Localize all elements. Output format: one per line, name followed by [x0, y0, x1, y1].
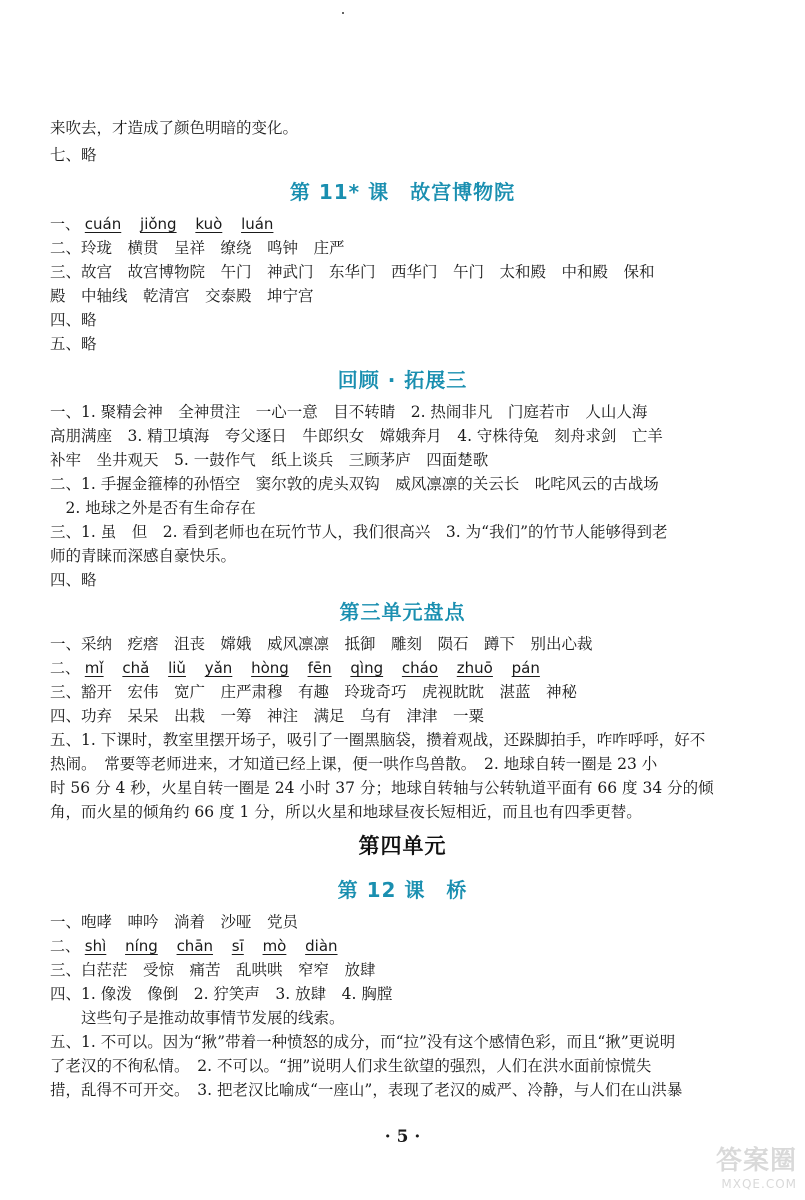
item-label: 一、 [50, 215, 81, 233]
text-line: 时 56 分 4 秒，火星自转一圈是 24 小时 37 分；地球自转轴与公转轨道平面有 66 度 34 分的倾 [50, 779, 714, 797]
text-line: 四、功弃 呆呆 出栽 一筹 神注 满足 乌有 津津 一粟 [50, 707, 485, 725]
text-line: 一、1. 聚精会神 全神贯注 一心一意 目不转睛 2. 热闹非凡 门庭若市 人山人海 [50, 403, 648, 421]
text-line: 补牢 坐井观天 5. 一鼓作气 纸上谈兵 三顾茅庐 四面楚歌 [50, 451, 489, 469]
text-line: 三、故宫 故宫博物院 午门 神武门 东华门 西华门 午门 太和殿 中和殿 保和 [50, 263, 655, 281]
pinyin-answer: zhuō [456, 659, 493, 677]
pinyin-line [50, 212, 765, 236]
text-line: 了老汉的不徇私情。 2. 不可以。“拥”说明人们求生欲望的强烈，人们在洪水面前惊慌失 [50, 1057, 652, 1075]
pinyin-answer: luán [241, 215, 274, 233]
pinyin-answer: mǐ [84, 659, 104, 677]
watermark-text: 答案圈 [715, 1146, 797, 1176]
text-line: 角，而火星的倾角约 66 度 1 分，所以火星和地球昼夜长短相近，而且也有四季更替。 [50, 803, 642, 821]
pinyin-answer: chǎ [122, 659, 150, 677]
text-line: 七、略 [50, 146, 97, 164]
pinyin-answer: pán [511, 659, 540, 677]
pinyin-answer: cháo [401, 659, 439, 677]
unit-heading: 第四单元 [358, 834, 447, 858]
pinyin-answer: diàn [305, 937, 338, 955]
pinyin-answer: jiǒng [140, 215, 177, 233]
review-heading: 回顾 · 拓展三 [337, 368, 468, 392]
pinyin-answer: níng [125, 937, 158, 955]
text-line: 一、咆哮 呻吟 淌着 沙哑 党员 [50, 913, 299, 931]
pinyin-line [50, 656, 765, 680]
text-line: 高朋满座 3. 精卫填海 夸父逐日 牛郎织女 嫦娥奔月 4. 守株待兔 刻舟求剑 亡羊 [50, 427, 663, 445]
text-line: 五、1. 不可以。因为“揪”带着一种愤怒的成分，而“拉”没有这个感情色彩，而且“揪”更说明 [50, 1033, 676, 1051]
text-line: 这些句子是推动故事情节发展的线索。 [50, 1009, 345, 1027]
text-line: 一、采纳 疙瘩 沮丧 嫦娥 威风凛凛 抵御 雕刻 陨石 蹲下 别出心裁 [50, 635, 593, 653]
scan-speck [342, 12, 344, 14]
text-line: 来吹去，才造成了颜色明暗的变化。 [50, 119, 299, 137]
pinyin-answer: mò [262, 937, 287, 955]
pinyin-answer: fēn [307, 659, 332, 677]
pinyin-answer: sī [231, 937, 244, 955]
pinyin-answer: liǔ [168, 659, 186, 677]
text-line: 四、略 [50, 311, 97, 329]
text-line: 四、略 [50, 571, 97, 589]
text-line: 师的青睐而深感自豪快乐。 [50, 547, 237, 565]
pinyin-line [50, 934, 765, 958]
lesson-heading: 第 12 课 桥 [337, 878, 468, 902]
pinyin-answer: hòng [251, 659, 289, 677]
watermark-logo [672, 1140, 797, 1195]
text-line: 热闹。 常要等老师进来，才知道已经上课，便一哄作鸟兽散。 2. 地球自转一圈是 23 小 [50, 755, 658, 773]
watermark-url: MXQE.COM [721, 1177, 797, 1191]
unit-summary-heading: 第三单元盘点 [339, 600, 466, 624]
pinyin-answer: yǎn [204, 659, 233, 677]
text-line: 二、玲珑 横贯 呈祥 缭绕 鸣钟 庄严 [50, 239, 345, 257]
pinyin-answer: shì [84, 937, 107, 955]
item-label: 二、 [50, 937, 81, 955]
page-number: · 5 · [384, 1127, 421, 1147]
text-line: 殿 中轴线 乾清宫 交泰殿 坤宁宫 [50, 287, 314, 305]
text-line: 三、白茫茫 受惊 痛苦 乱哄哄 窄窄 放肆 [50, 961, 376, 979]
text-line: 二、1. 手握金箍棒的孙悟空 窦尔敦的虎头双钩 威风凛凛的关云长 叱咤风云的古战场 [50, 475, 659, 493]
item-label: 二、 [50, 659, 81, 677]
text-line: 三、1. 虽 但 2. 看到老师也在玩竹节人，我们很高兴 3. 为“我们”的竹节人能够得到老 [50, 523, 668, 541]
text-line: 措，乱得不可开交。 3. 把老汉比喻成“一座山”，表现了老汉的威严、冷静，与人们在山洪暴 [50, 1081, 683, 1099]
text-line: 三、豁开 宏伟 宽广 庄严肃穆 有趣 玲珑奇巧 虎视眈眈 湛蓝 神秘 [50, 683, 578, 701]
pinyin-answer: cuán [84, 215, 122, 233]
text-line: 2. 地球之外是否有生命存在 [50, 499, 256, 517]
pinyin-answer: chān [176, 937, 214, 955]
pinyin-answer: kuò [195, 215, 223, 233]
text-line: 四、1. 像泼 像倒 2. 狞笑声 3. 放肆 4. 胸膛 [50, 985, 393, 1003]
text-line: 五、略 [50, 335, 97, 353]
pinyin-answer: qìng [350, 659, 384, 677]
lesson-heading: 第 11* 课 故宫博物院 [289, 180, 516, 204]
text-line: 五、1. 下课时，教室里摆开场子，吸引了一圈黑脑袋，攒着观战，还跺脚拍手，咋咋呼呼，好不 [50, 731, 706, 749]
